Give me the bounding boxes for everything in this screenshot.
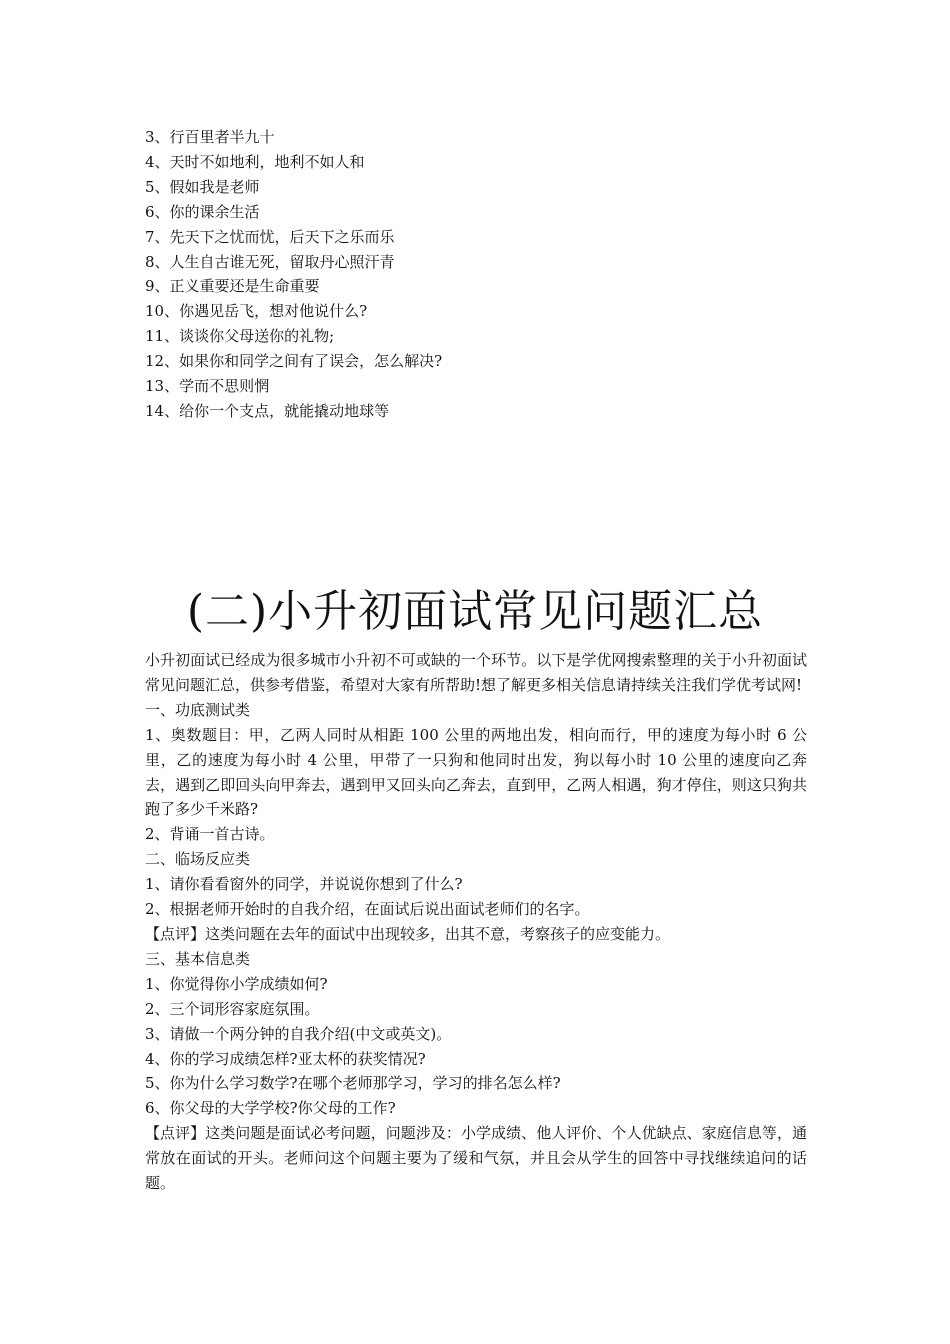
question-item: 6、你父母的大学学校?你父母的工作? [145,1099,396,1118]
question-item: 2、三个词形容家庭氛围。 [145,999,320,1018]
question-item: 2、根据老师开始时的自我介绍，在面试后说出面试老师们的名字。 [145,900,590,919]
essay-topic-list [145,125,805,424]
question-item: 4、你的学习成绩怎样?亚太杯的获奖情况? [145,1049,426,1068]
list-item: 11、谈谈你父母送你的礼物; [145,327,335,346]
question-item: 1、奥数题目：甲，乙两人同时从相距 100 公里的两地出发，相向而行，甲的速度为每小时 6 公里，乙的速度为每小时 4 公里，甲带了一只狗和他同时出发，狗以每小时 10 公里的速度向乙奔去，遇到乙即回头向甲奔去，遇到甲又回头向乙奔去，直到甲，乙两人相遇，狗才停住，则这只狗共跑了多少千米路? [145,725,807,819]
list-item: 9、正义重要还是生命重要 [145,277,320,296]
question-item: 5、你为什么学习数学?在哪个老师那学习，学习的排名怎么样? [145,1074,561,1093]
body-text [145,648,807,1196]
list-item: 4、天时不如地利，地利不如人和 [145,152,365,171]
comment-paragraph: 【点评】这类问题在去年的面试中出现较多，出其不意，考察孩子的应变能力。 [145,924,671,943]
comment-paragraph: 【点评】这类问题是面试必考问题，问题涉及：小学成绩、他人评价、个人优缺点、家庭信息等，通常放在面试的开头。老师问这个问题主要为了缓和气氛，并且会从学生的回答中寻找继续追问的话题。 [145,1124,807,1193]
category-heading: 一、功底测试类 [145,700,251,719]
list-item: 6、你的课余生活 [145,202,260,221]
question-item: 1、请你看看窗外的同学，并说说你想到了什么? [145,875,463,894]
category-heading: 三、基本信息类 [145,949,251,968]
intro-paragraph: 小升初面试已经成为很多城市小升初不可或缺的一个环节。以下是学优网搜索整理的关于小升初面试常见问题汇总，供参考借鉴，希望对大家有所帮助!想了解更多相关信息请持续关注我们学优考试网! [145,651,807,694]
list-item: 13、学而不思则惘 [145,377,270,396]
list-item: 10、你遇见岳飞，想对他说什么? [145,302,368,321]
category-heading: 二、临场反应类 [145,850,251,869]
list-item: 12、如果你和同学之间有了误会，怎么解决? [145,352,443,371]
list-item: 14、给你一个支点，就能撬动地球等 [145,401,390,420]
question-item: 1、你觉得你小学成绩如何? [145,974,328,993]
list-item: 5、假如我是老师 [145,177,260,196]
section-title: (二)小升初面试常见问题汇总 [186,586,764,637]
question-item: 2、背诵一首古诗。 [145,825,275,844]
question-item: 3、请做一个两分钟的自我介绍(中文或英文)。 [145,1024,452,1043]
list-item: 7、先天下之忧而忧，后天下之乐而乐 [145,227,395,246]
list-item: 8、人生自古谁无死，留取丹心照汗青 [145,252,395,271]
list-item: 3、行百里者半九十 [145,128,275,146]
